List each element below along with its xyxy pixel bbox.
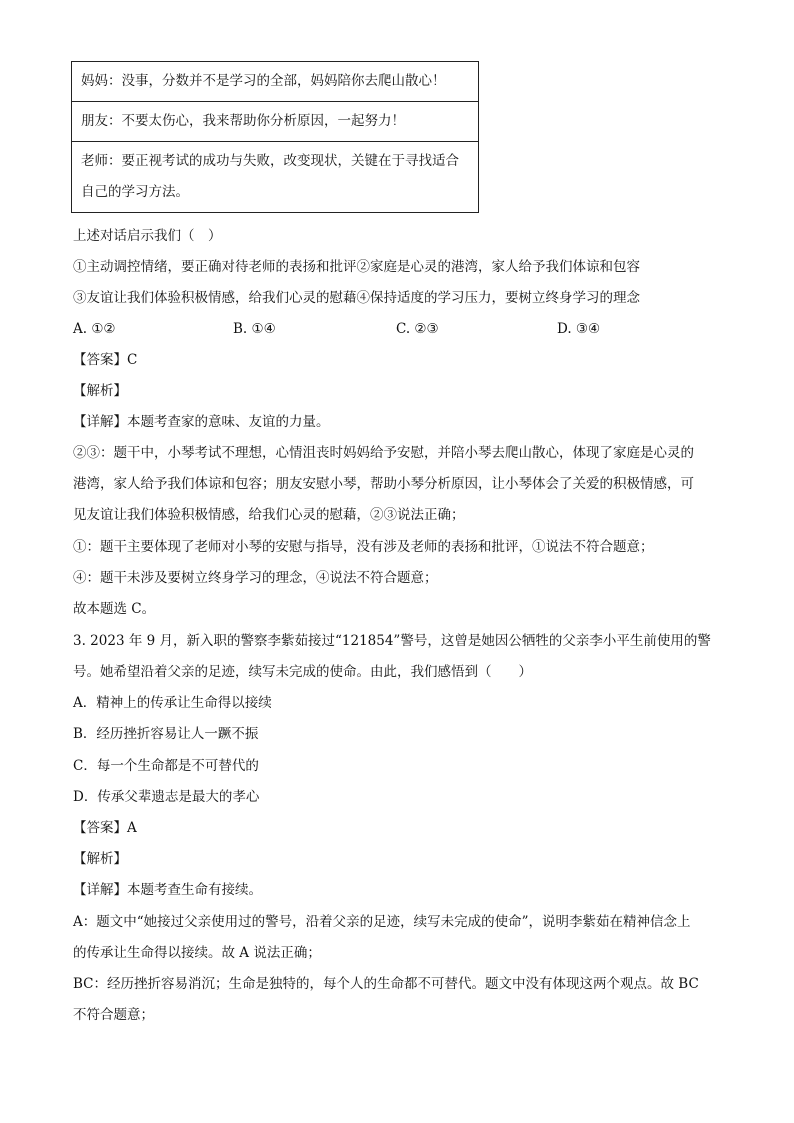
dialogue-friend: 朋友：不要太伤心，我来帮助你分析原因，一起努力！ (72, 102, 479, 142)
q2-statement-1: ①主动调控情绪，要正确对待老师的表扬和批评②家庭是心灵的港湾，家人给予我们体谅和包容 (73, 259, 640, 275)
q3-explain-line: 的传承让生命得以接续。故 A 说法正确； (73, 945, 321, 961)
q3-explain-line: A：题文中“她接过父亲使用过的警号，沿着父亲的足迹，续写未完成的使命”，说明李紫茹在精神信念上 (73, 914, 691, 930)
q3-explain-line: 不符合题意； (73, 1007, 154, 1023)
q3-option-b: B．经历挫折容易让人一蹶不振 (73, 726, 259, 742)
detail-text: 本题考查家的意味、友谊的力量。 (127, 414, 330, 430)
q2-explain-line: ④：题干未涉及要树立终身学习的理念，④说法不符合题意； (73, 570, 438, 586)
table-row (72, 102, 479, 142)
q2-explain-line: ②③：题干中，小琴考试不理想，心情沮丧时妈妈给予安慰，并陪小琴去爬山散心，体现了家庭是心灵的 (73, 445, 694, 461)
dialogue-teacher-line2: 自己的学习方法。 (81, 184, 189, 200)
q2-analysis-label: 【解析】 (73, 383, 127, 399)
detail-label: 【详解】 (73, 882, 127, 898)
answer-value: A (127, 820, 137, 836)
dialogue-teacher (72, 142, 479, 213)
q3-explain-line: BC：经历挫折容易消沉；生命是独特的，每个人的生命都不可替代。题文中没有体现这两个观点。故 BC (73, 976, 699, 992)
answer-label: 【答案】 (73, 352, 127, 368)
q2-option-b: B. ①④ (233, 321, 276, 337)
answer-value: C (127, 352, 138, 368)
q2-detail (73, 412, 330, 432)
q2-stem: 上述对话启示我们（ ） (73, 228, 222, 244)
q3-option-c: C．每一个生命都是不可替代的 (73, 758, 259, 774)
dialogue-mother: 妈妈：没事，分数并不是学习的全部，妈妈陪你去爬山散心！ (72, 62, 479, 102)
q2-statement-2: ③友谊让我们体验积极情感，给我们心灵的慰藉④保持适度的学习压力，要树立终身学习的理念 (73, 290, 640, 306)
q2-option-c: C. ②③ (396, 321, 439, 337)
q3-option-a: A．精神上的传承让生命得以接续 (73, 695, 272, 711)
answer-label: 【答案】 (73, 820, 127, 836)
q2-option-d: D. ③④ (557, 321, 601, 337)
q3-option-d: D．传承父辈遗志是最大的孝心 (73, 789, 260, 805)
dialogue-teacher-line1: 老师：要正视考试的成功与失败，改变现状，关键在于寻找适合 (81, 153, 459, 169)
q3-stem-line2: 号。她希望沿着父亲的足迹，续写未完成的使命。由此，我们感悟到（ ） (73, 664, 532, 680)
q3-analysis-label: 【解析】 (73, 851, 127, 867)
table-row (72, 142, 479, 213)
q2-option-a: A. ①② (73, 321, 116, 337)
q2-answer (73, 350, 137, 370)
q2-explain-line: ①：题干主要体现了老师对小琴的安慰与指导，没有涉及老师的表扬和批评，①说法不符合题意； (73, 539, 654, 555)
detail-text: 本题考查生命有接续。 (127, 882, 262, 898)
dialogue-table (71, 61, 479, 213)
q2-conclusion: 故本题选 C。 (73, 601, 156, 617)
detail-label: 【详解】 (73, 414, 127, 430)
q2-explain-line: 见友谊让我们体验积极情感，给我们心灵的慰藉，②③说法正确； (73, 507, 465, 523)
q3-answer (73, 818, 137, 838)
table-row (72, 62, 479, 102)
q2-explain-line: 港湾，家人给予我们体谅和包容；朋友安慰小琴，帮助小琴分析原因，让小琴体会了关爱的积极情感，可 (73, 476, 694, 492)
q3-detail (73, 880, 262, 900)
q3-stem-line1: 3. 2023 年 9 月，新入职的警察李紫茹接过“121854”警号，这曾是她因公牺牲的父亲李小平生前使用的警 (73, 633, 711, 649)
